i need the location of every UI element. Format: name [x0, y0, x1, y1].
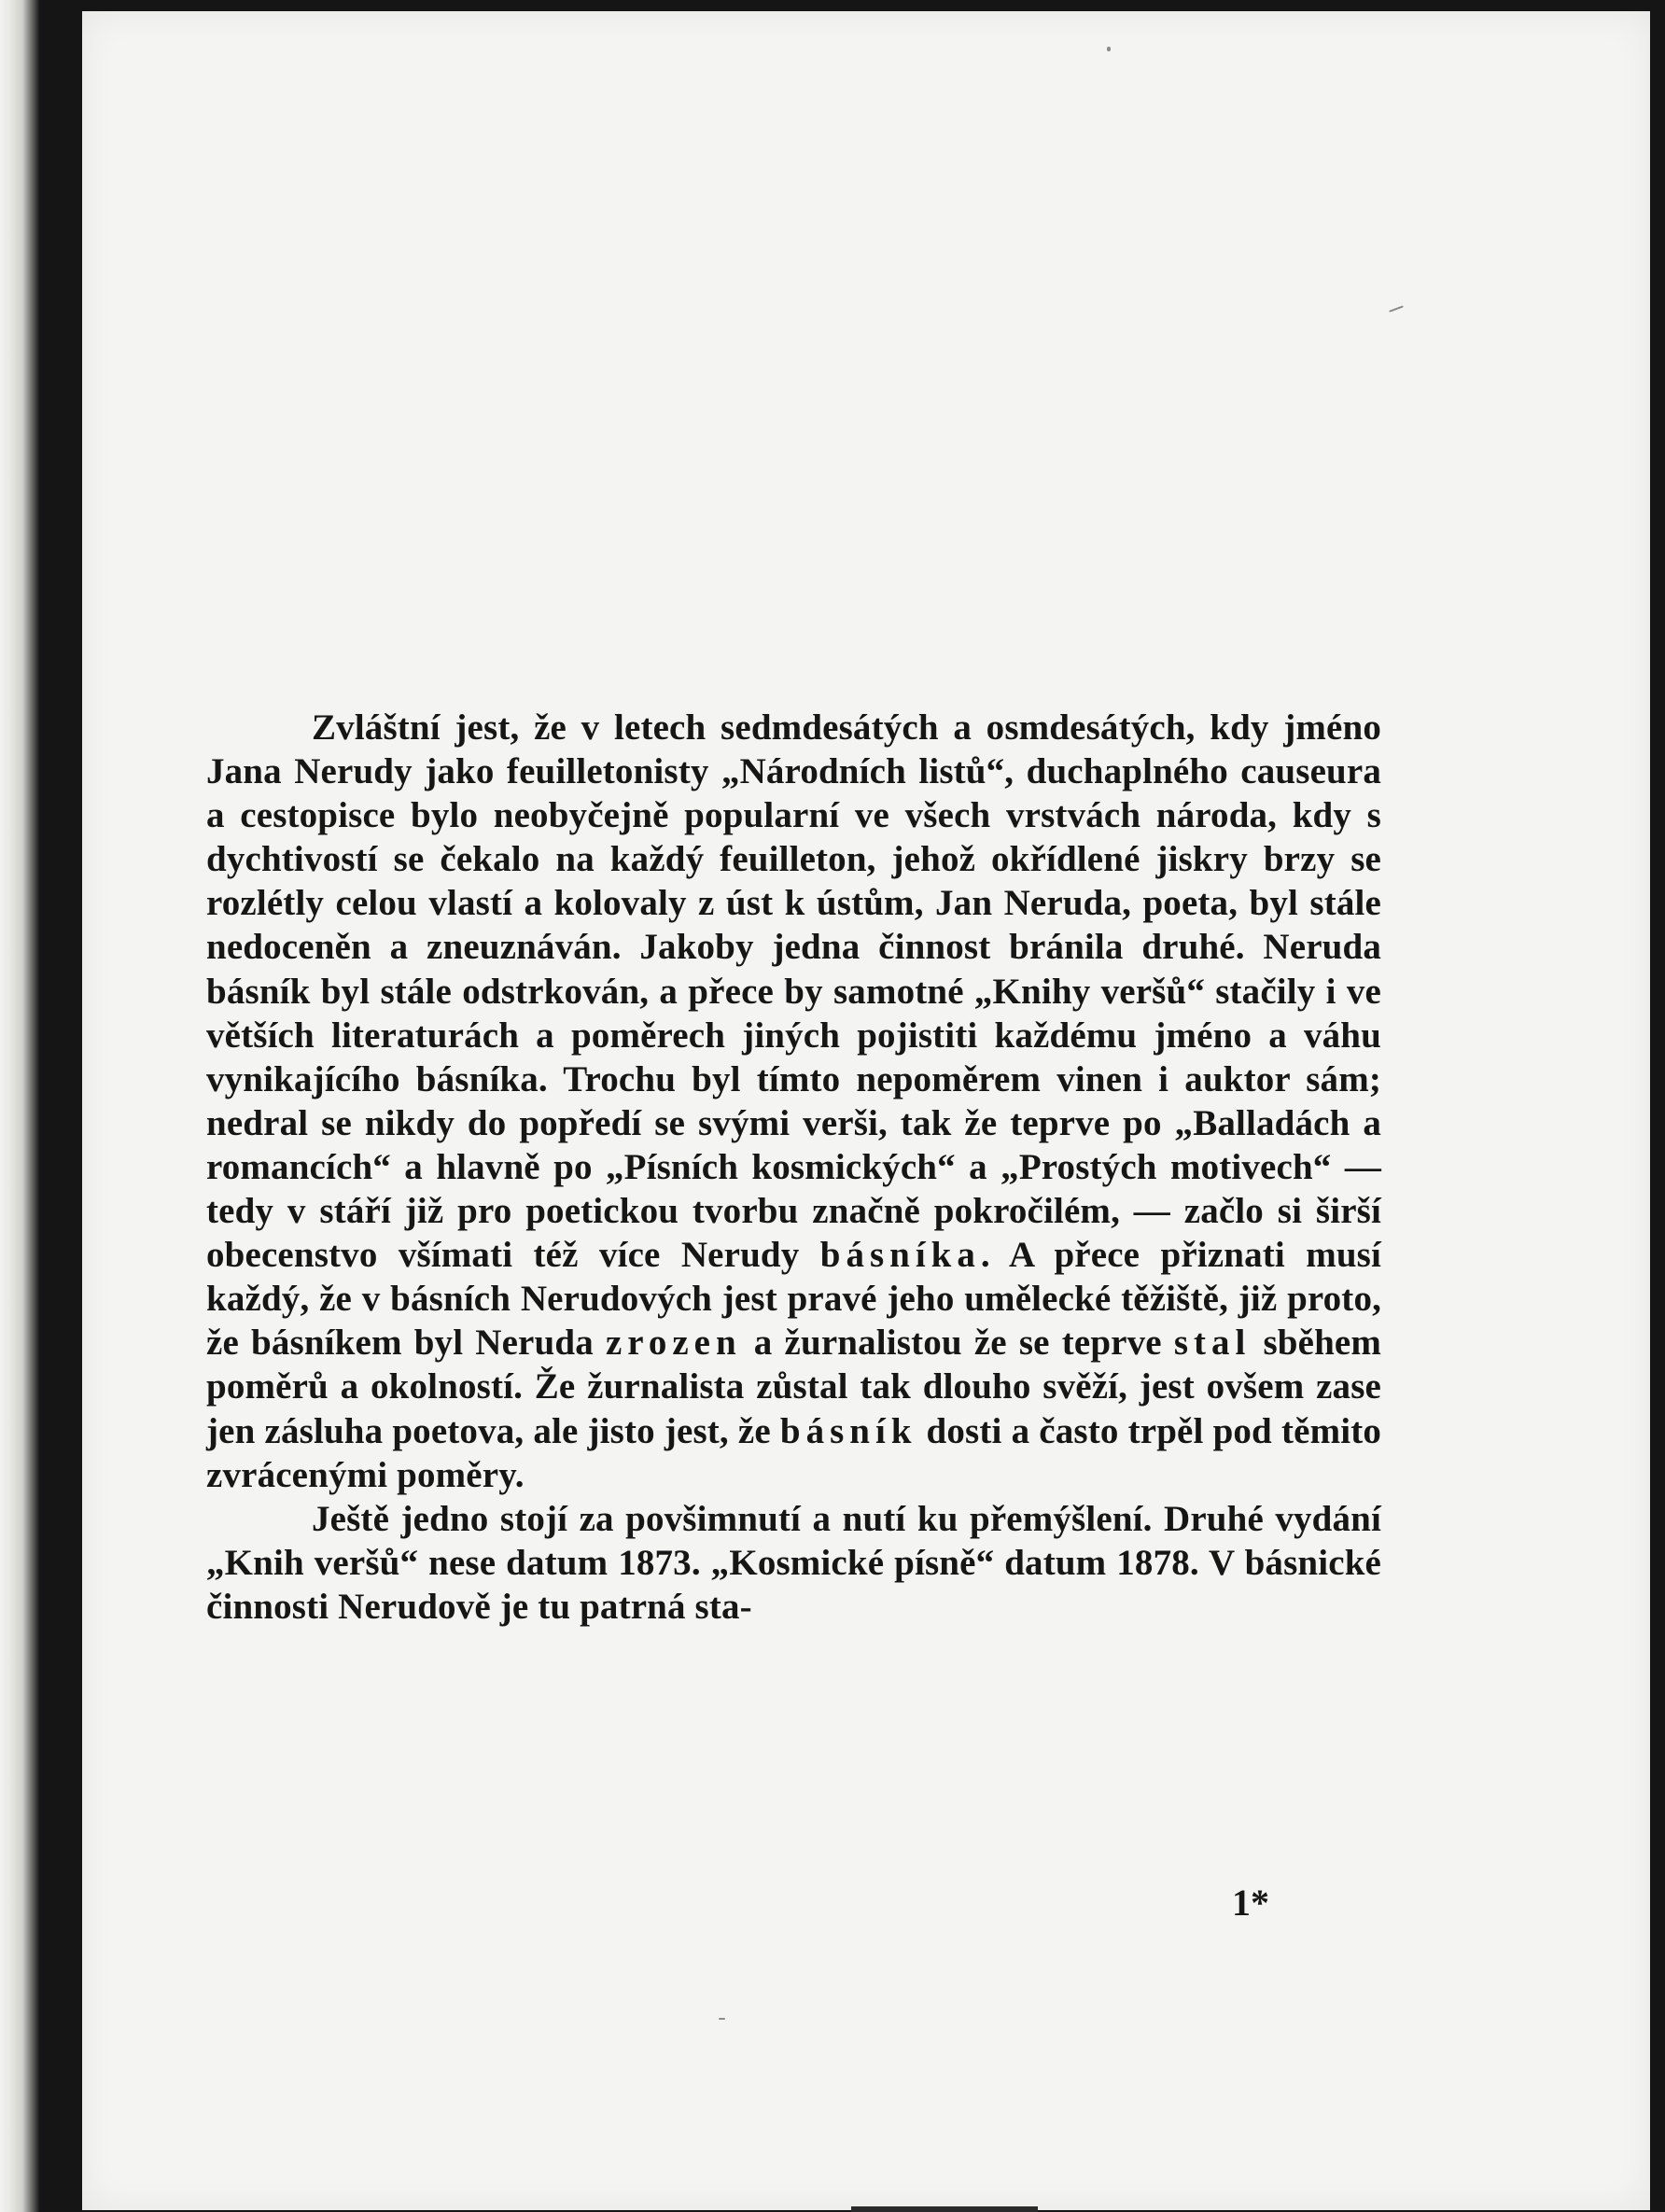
page-body-text: [206, 706, 1381, 1629]
paragraph-1-segment: Zvláštní jest, že v letech sedmdesátých a osmdesátých, kdy jméno Jana Nerudy jako feuilletonisty „Národních listů“, duchaplného causeura a cestopisce bylo neobyčejně popularní ve všech vrstvách národa, kdy s dychtivostí se čekalo na každý feuilleton, jehož okřídlené jiskry brzy se rozlétly celou vlastí a kolovaly z úst k ústům, Jan Neruda, poeta, byl stále nedoceněn a zneuznáván. Jakoby jedna činnost bránila druhé. Neruda básník byl stále odstrkován, a přece by samotné „Knihy veršů“ stačily i ve větších literaturách a poměrech jiných pojistiti každému jméno a váhu vynikajícího básníka. Trochu byl tímto nepoměrem vinen i auktor sám; nedral se nikdy do popředí se svými verši, tak že teprve po „Balladách a romancích“ a hlavně po „Písních kosmických“ a „Prostých motivech“ — tedy v stáří již pro poetickou tvorbu značně pokročilém, — začlo si širší obecenstvo všímati též více Nerudy: [206, 707, 1381, 1276]
paragraph-2-segment: Ještě jedno stojí za povšimnutí a nutí ku přemýšlení. Druhé vydání „Knih veršů“ nese datum 1873. „Kosmické písně“ datum 1878. V básnické činnosti Nerudově je tu patrná sta-: [206, 1498, 1381, 1627]
paragraph-1-segment: dosti a často trpěl pod těmito zvrácenými poměry.: [206, 1410, 1381, 1495]
paper-speck: [719, 2018, 725, 2020]
page-number: 1*: [1232, 1882, 1269, 1924]
scan-bottom-strip: [851, 2206, 1038, 2212]
paper-speck: [1389, 305, 1404, 312]
paragraph-1-segment: sběhem poměrů a okolností. Že žurnalista zůstal tak dlouho svěží, jest ovšem zase jen zásluha poetova, ale jisto jest, že: [206, 1323, 1382, 1451]
previous-page-edge: [0, 0, 39, 2212]
paragraph-1-segment: a žurnalistou že se teprve: [741, 1323, 1174, 1364]
paragraph-1-segment: . A přece přiznati musí každý, že v básních Nerudových jest pravé jeho umělecké těžiště, již proto, že básníkem byl Neruda: [206, 1235, 1381, 1364]
paragraph-1: [206, 706, 1381, 1497]
book-page: [82, 11, 1650, 2210]
paragraph-2: [206, 1497, 1381, 1629]
emphasized-word-zrozen: zrozen: [605, 1323, 742, 1364]
emphasized-word-basnik: básník: [779, 1410, 917, 1451]
emphasized-word-basnika: básníka: [819, 1235, 981, 1276]
paper-speck: [1107, 47, 1111, 51]
emphasized-word-stal: stal: [1173, 1323, 1252, 1364]
